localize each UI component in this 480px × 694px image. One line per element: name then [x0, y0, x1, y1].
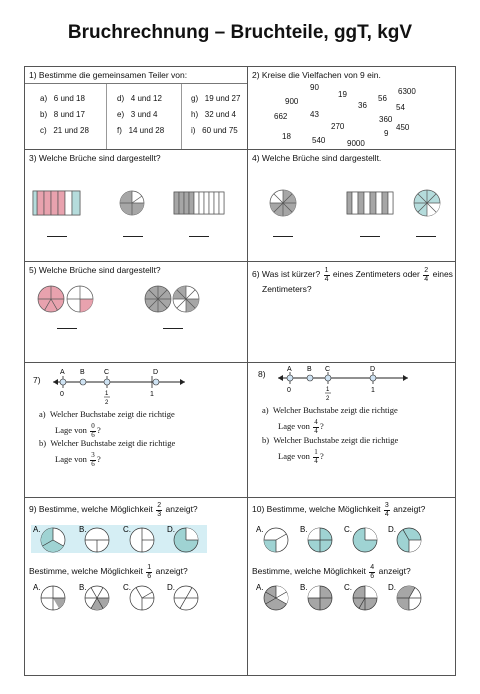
exercise-1	[25, 67, 247, 149]
option-c-label: C.	[344, 525, 352, 534]
q7-number-line	[25, 363, 247, 413]
q10-pie-e	[264, 586, 288, 610]
q9-pie-a	[41, 528, 65, 552]
q6-line1: 6) Was ist kürzer? $\frac{1}{4}$ eines Zentimeters oder $\frac{2}{4}$ eines	[252, 267, 453, 283]
q5-heading: 5) Welche Brüche sind dargestellt?	[29, 265, 161, 275]
point-b: B	[80, 369, 85, 376]
q2-heading: 2) Kreise die Vielfachen von 9 ein.	[252, 70, 381, 80]
answer-line[interactable]	[360, 236, 380, 237]
option-c-label: C.	[123, 525, 131, 534]
q3-bar-1	[33, 191, 80, 215]
answer-line[interactable]	[47, 236, 67, 237]
q9-heading: 9) Bestimme, welche Möglichkeit $\frac{2}{3}$ anzeigt?	[29, 502, 198, 518]
tick-half-den: 2	[105, 400, 109, 406]
q1-col2: d) 4 und 12 e) 3 und 4 f) 14 und 28	[117, 94, 165, 135]
q10-pie-a	[264, 528, 288, 552]
q4-bar	[347, 192, 393, 214]
exercise-9	[25, 498, 247, 677]
answer-line[interactable]	[189, 236, 209, 237]
answer-line[interactable]	[416, 236, 436, 237]
point-a: A	[60, 369, 65, 376]
tick-1: 1	[150, 391, 154, 398]
q4-heading: 4) Welche Brüche sind dargestellt.	[252, 153, 382, 163]
q4-pie-2	[414, 190, 440, 216]
q6-line2: Zentimeters?	[262, 284, 312, 294]
q5-pie-3	[145, 286, 171, 312]
option-a-label: A.	[33, 525, 41, 534]
tick-half-num: 1	[326, 387, 330, 393]
q1-col-divider	[181, 84, 182, 149]
q10-pie-f	[308, 586, 332, 610]
q10-subheading: Bestimme, welche Möglichkeit $\frac{4}{6}$ anzeigt?	[252, 564, 411, 580]
q3-figures	[25, 150, 247, 250]
option-a-label: A.	[256, 583, 264, 592]
number-option[interactable]: 6300	[398, 87, 416, 96]
point-c: C	[104, 369, 110, 376]
number-option[interactable]: 9000	[347, 139, 365, 148]
point-a: A	[287, 366, 292, 373]
q4-pie-1	[270, 190, 296, 216]
q5-pie-4	[173, 286, 199, 312]
exercise-5	[25, 262, 247, 362]
q10-pie-d	[397, 528, 421, 552]
point-d: D	[370, 366, 376, 373]
q1-col1: a) 6 und 18 b) 8 und 17 c) 21 und 28	[40, 94, 89, 135]
tick-1: 1	[371, 387, 375, 394]
q9-pie-e	[41, 586, 65, 610]
tick-half-den: 2	[326, 396, 330, 402]
number-option[interactable]: 56	[378, 94, 387, 103]
option-b-label: B.	[79, 525, 87, 534]
number-option[interactable]: 54	[396, 103, 405, 112]
q1-col-divider	[106, 84, 107, 149]
number-option[interactable]: 90	[310, 83, 319, 92]
tick-half-num: 1	[105, 391, 109, 397]
q8b-line2: Lage von $\frac{1}{4}$ ?	[278, 448, 324, 465]
option-c-label: C.	[344, 583, 352, 592]
q10-pie-b	[308, 528, 332, 552]
exercise-8	[248, 363, 457, 497]
point-b: B	[307, 366, 312, 373]
number-option[interactable]: 18	[282, 132, 291, 141]
q1-underline	[25, 83, 247, 84]
q9-pie-g	[130, 586, 154, 610]
q8b: b) Welcher Buchstabe zeigt die richtige	[262, 435, 399, 445]
q5-figures	[25, 262, 247, 352]
option-a-label: A.	[256, 525, 264, 534]
number-option[interactable]: 270	[331, 122, 345, 131]
exercise-7	[25, 363, 247, 497]
q9-pie-h	[174, 586, 198, 610]
q10-heading: 10) Bestimme, welche Möglichkeit $\frac{3}{4}$ anzeigt?	[252, 502, 426, 518]
number-option[interactable]: 360	[379, 115, 393, 124]
option-b-label: B.	[300, 583, 308, 592]
exercise-10	[248, 498, 457, 677]
answer-line[interactable]	[273, 236, 293, 237]
q10-figures	[248, 498, 457, 668]
q5-pie-1	[38, 286, 64, 312]
q9-figures	[25, 498, 247, 668]
option-a-label: A.	[33, 583, 41, 592]
exercise-4	[248, 150, 457, 261]
exercise-3	[25, 150, 247, 261]
q9-pie-c	[130, 528, 154, 552]
number-option[interactable]: 450	[396, 123, 410, 132]
point-d: D	[153, 369, 159, 376]
number-option[interactable]: 19	[338, 90, 347, 99]
q9-subheading: Bestimme, welche Möglichkeit $\frac{1}{6}$ anzeigt?	[29, 564, 188, 580]
answer-line[interactable]	[163, 328, 183, 329]
tick-0: 0	[287, 387, 291, 394]
q10-pie-c	[353, 528, 377, 552]
q3-pie	[120, 191, 144, 215]
answer-line[interactable]	[123, 236, 143, 237]
number-option[interactable]: 43	[310, 110, 319, 119]
q7a-line2: Lage von $\frac{0}{6}$ ?	[55, 422, 101, 439]
option-c-label: C.	[123, 583, 131, 592]
q3-bar-2	[174, 192, 224, 214]
option-d-label: D.	[388, 583, 396, 592]
exercise-grid	[24, 66, 456, 676]
q1-col3: g) 19 und 27 h) 32 und 4 i) 60 und 75	[191, 94, 241, 135]
q9-pie-f	[85, 586, 109, 610]
q10-pie-h	[397, 586, 421, 610]
option-b-label: B.	[300, 525, 308, 534]
number-option[interactable]: 9	[384, 129, 389, 138]
q7b-line2: Lage von $\frac{3}{6}$ ?	[55, 451, 101, 468]
number-option[interactable]: 36	[358, 101, 367, 110]
option-b-label: B.	[79, 583, 87, 592]
number-option[interactable]: 662	[274, 112, 288, 121]
q8a: a) Welcher Buchstabe zeigt die richtige	[262, 405, 398, 415]
q3-heading: 3) Welche Brüche sind dargestellt?	[29, 153, 161, 163]
exercise-6	[248, 262, 457, 362]
q9-pie-d	[174, 528, 198, 552]
point-c: C	[325, 366, 331, 373]
tick-0: 0	[60, 391, 64, 398]
answer-line[interactable]	[57, 328, 77, 329]
option-d-label: D.	[167, 525, 175, 534]
q5-pie-2	[67, 286, 93, 312]
q10-pie-g	[353, 586, 377, 610]
q9-pie-b	[85, 528, 109, 552]
q1-heading: 1) Bestimme die gemeinsamen Teiler von:	[29, 70, 188, 80]
exercise-2	[248, 67, 457, 149]
page-title: Bruchrechnung – Bruchteile, ggT, kgV	[67, 22, 413, 43]
number-option[interactable]: 540	[312, 136, 326, 145]
option-d-label: D.	[388, 525, 396, 534]
q4-figures	[248, 150, 457, 250]
q8-label: 8)	[258, 369, 266, 379]
number-option[interactable]: 900	[285, 97, 299, 106]
q7b: b) Welcher Buchstabe zeigt die richtige	[39, 438, 176, 448]
option-d-label: D.	[167, 583, 175, 592]
q7a: a) Welcher Buchstabe zeigt die richtige	[39, 409, 175, 419]
q8a-line2: Lage von $\frac{4}{4}$ ?	[278, 418, 324, 435]
q7-label: 7)	[33, 375, 41, 385]
